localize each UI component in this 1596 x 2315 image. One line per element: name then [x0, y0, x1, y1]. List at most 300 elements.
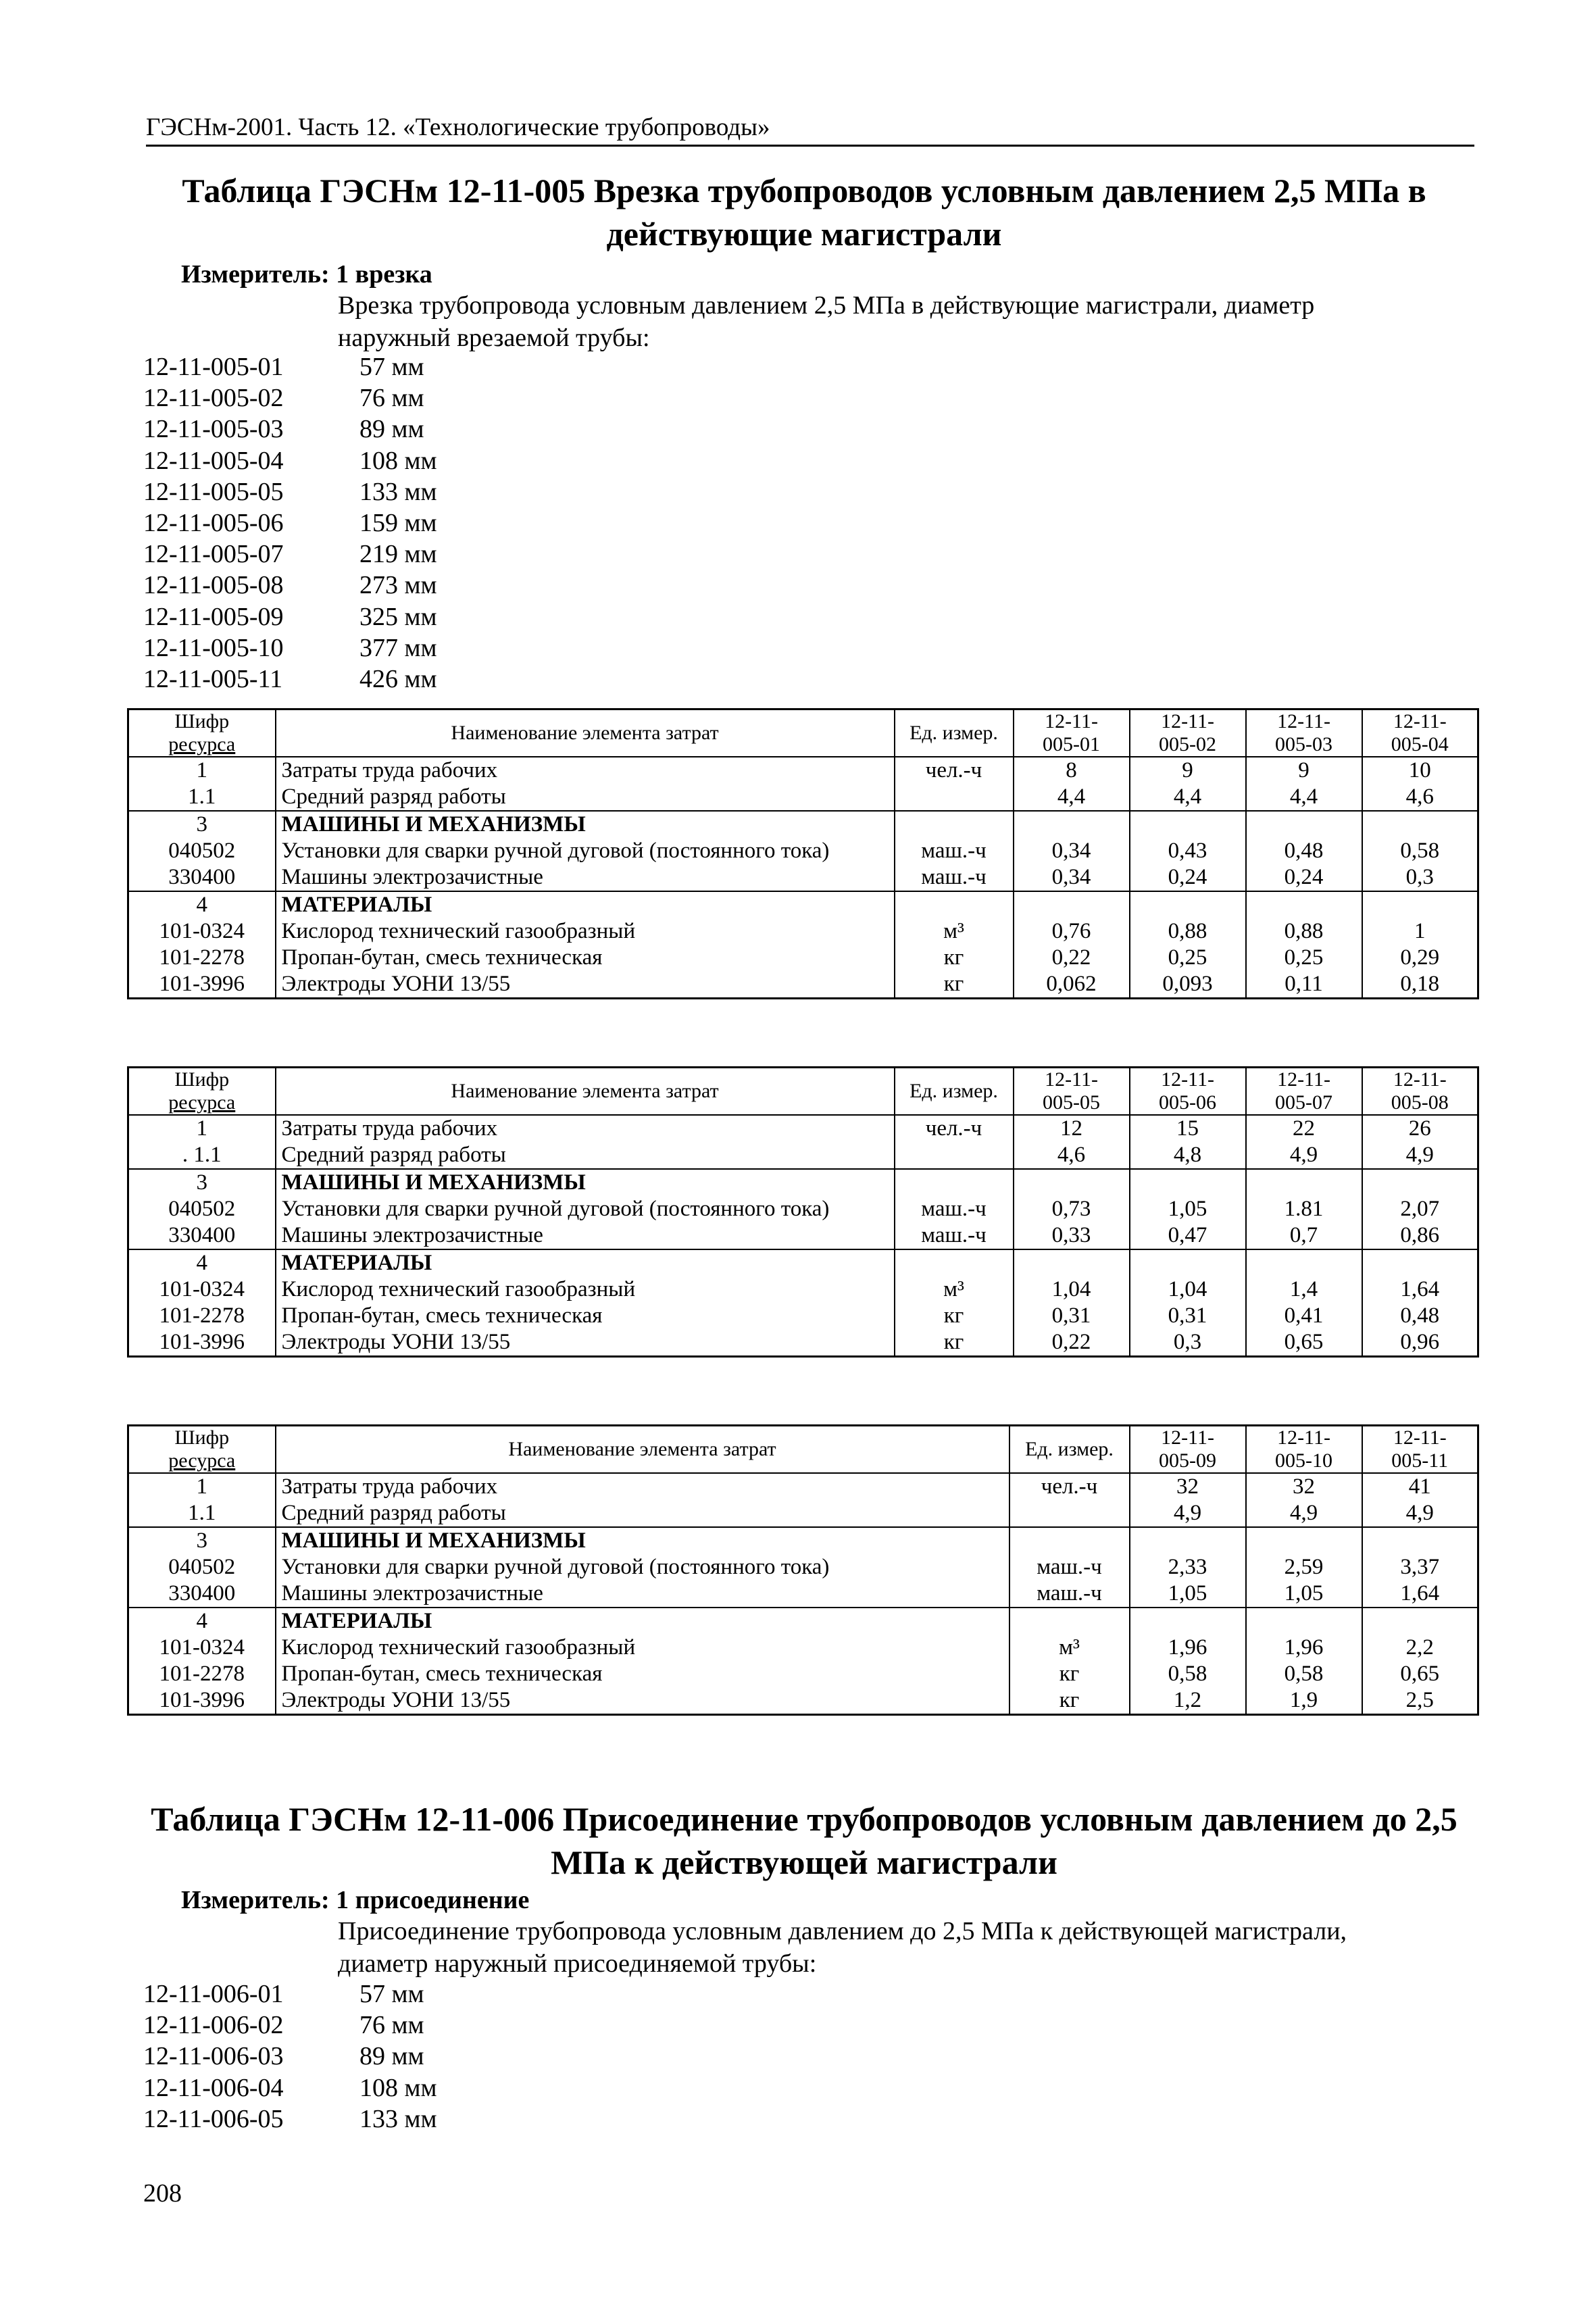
norm-code: 12-11-005-05 — [143, 477, 284, 506]
table-row — [128, 1329, 1478, 1357]
norm-value: 32 — [1130, 1473, 1246, 1500]
norm-value: 1,05 — [1246, 1580, 1362, 1608]
norm-value — [1246, 891, 1362, 918]
element-name: Машины электрозачистные — [276, 864, 895, 891]
header-code-bottom: ресурса — [168, 733, 236, 755]
table-005-description — [338, 289, 1473, 354]
element-name: МАТЕРИАЛЫ — [276, 1249, 895, 1276]
norm-value: 1,05 — [1130, 1196, 1246, 1222]
norm-value — [1362, 811, 1478, 838]
pipe-diameter: 219 мм — [359, 540, 437, 569]
element-name: Электроды УОНИ 13/55 — [276, 971, 895, 999]
unit — [895, 1142, 1014, 1169]
norm-value — [1014, 811, 1130, 838]
norm-code: 12-11-005-03 — [143, 415, 284, 444]
norm-code: 12-11-005-08 — [143, 571, 284, 600]
element-name: Установки для сварки ручной дуговой (постоянного тока) — [276, 1196, 895, 1222]
unit — [895, 891, 1014, 918]
norm-value: 0,24 — [1246, 864, 1362, 891]
norm-table-3 — [127, 1424, 1479, 1716]
element-name: Установки для сварки ручной дуговой (постоянного тока) — [276, 1554, 1009, 1580]
pipe-diameter: 76 мм — [359, 2011, 424, 2040]
header-norm-column — [1130, 1426, 1246, 1474]
header-code-top: Шифр — [174, 710, 230, 732]
table-row — [128, 1142, 1478, 1169]
header-resource-code — [128, 1426, 276, 1474]
table-row — [128, 1115, 1478, 1142]
resource-code: . 1.1 — [128, 1142, 276, 1169]
table-row — [128, 838, 1478, 864]
unit: м³ — [1009, 1635, 1130, 1661]
table-005-code-row — [143, 445, 562, 476]
norm-code: 12-11-006-03 — [143, 2042, 284, 2071]
unit: кг — [1009, 1687, 1130, 1715]
unit — [895, 784, 1014, 811]
header-norm-column — [1014, 710, 1130, 757]
norm-column-bottom: 005-02 — [1159, 733, 1216, 755]
norm-value: 0,65 — [1362, 1661, 1478, 1687]
table-006-code-row — [143, 2072, 562, 2104]
table-005-code-row — [143, 476, 562, 507]
pipe-diameter: 89 мм — [359, 415, 424, 444]
norm-value: 0,58 — [1130, 1661, 1246, 1687]
table-row — [128, 918, 1478, 945]
table-row — [128, 1276, 1478, 1303]
table-header-row — [128, 1068, 1478, 1116]
resource-code: 101-0324 — [128, 1635, 276, 1661]
header-norm-column — [1014, 1068, 1130, 1116]
header-element-name: Наименование элемента затрат — [276, 1068, 895, 1116]
norm-value: 0,48 — [1246, 838, 1362, 864]
norm-value: 1,64 — [1362, 1580, 1478, 1608]
element-name: Затраты труда рабочих — [276, 1473, 1009, 1500]
norm-value: 0,33 — [1014, 1222, 1130, 1249]
resource-code: 3 — [128, 1169, 276, 1196]
norm-value: 0,34 — [1014, 864, 1130, 891]
table-header-row — [128, 710, 1478, 757]
element-name: Затраты труда рабочих — [276, 1115, 895, 1142]
table-row — [128, 1249, 1478, 1276]
header-unit: Ед. измер. — [895, 1068, 1014, 1116]
table-row — [128, 811, 1478, 838]
norm-value: 1,64 — [1362, 1276, 1478, 1303]
element-name: МАТЕРИАЛЫ — [276, 891, 895, 918]
norm-column-bottom: 005-05 — [1043, 1091, 1100, 1114]
pipe-diameter: 57 мм — [359, 353, 424, 381]
table-006-description — [338, 1915, 1473, 1980]
pipe-diameter: 426 мм — [359, 665, 437, 694]
unit — [1009, 1608, 1130, 1635]
header-norm-column — [1362, 1426, 1478, 1474]
norm-value: 0,25 — [1246, 945, 1362, 971]
norm-value — [1014, 1249, 1130, 1276]
resource-code: 040502 — [128, 838, 276, 864]
table-005-code-row — [143, 351, 562, 382]
unit: кг — [895, 971, 1014, 999]
norm-column-bottom: 005-07 — [1275, 1091, 1332, 1114]
element-name: МАТЕРИАЛЫ — [276, 1608, 1009, 1635]
table-row — [128, 1527, 1478, 1554]
element-name: Кислород технический газообразный — [276, 1276, 895, 1303]
norm-value: 10 — [1362, 757, 1478, 784]
norm-table-2 — [127, 1066, 1479, 1358]
header-unit: Ед. измер. — [1009, 1426, 1130, 1474]
norm-value: 0,31 — [1014, 1303, 1130, 1329]
norm-column-bottom: 005-04 — [1391, 733, 1449, 755]
page-number: 208 — [143, 2179, 182, 2208]
pipe-diameter: 108 мм — [359, 2073, 437, 2102]
norm-value — [1246, 1527, 1362, 1554]
element-name: Затраты труда рабочих — [276, 757, 895, 784]
table-row — [128, 971, 1478, 999]
header-norm-column — [1246, 1426, 1362, 1474]
unit: чел.-ч — [895, 757, 1014, 784]
norm-value: 0,093 — [1130, 971, 1246, 999]
table-006-title — [128, 1797, 1480, 1884]
table-row — [128, 1303, 1478, 1329]
resource-code: 1.1 — [128, 1500, 276, 1527]
unit — [895, 811, 1014, 838]
resource-code: 1 — [128, 757, 276, 784]
norm-code: 12-11-006-04 — [143, 2073, 284, 2102]
element-name: Машины электрозачистные — [276, 1580, 1009, 1608]
table-row — [128, 1554, 1478, 1580]
header-norm-column — [1246, 710, 1362, 757]
resource-code: 4 — [128, 1249, 276, 1276]
norm-value: 22 — [1246, 1115, 1362, 1142]
header-resource-code — [128, 1068, 276, 1116]
element-name: Средний разряд работы — [276, 1142, 895, 1169]
table-006-code-row — [143, 1978, 562, 2010]
norm-value — [1014, 1169, 1130, 1196]
norm-value: 0,73 — [1014, 1196, 1130, 1222]
norm-code: 12-11-005-01 — [143, 353, 284, 381]
unit: кг — [1009, 1661, 1130, 1687]
unit: маш.-ч — [1009, 1554, 1130, 1580]
norm-value — [1130, 811, 1246, 838]
norm-value: 0,47 — [1130, 1222, 1246, 1249]
table-row — [128, 1635, 1478, 1661]
element-name: Установки для сварки ручной дуговой (постоянного тока) — [276, 838, 895, 864]
norm-code: 12-11-006-05 — [143, 2104, 284, 2133]
norm-value — [1246, 1169, 1362, 1196]
norm-value: 0,76 — [1014, 918, 1130, 945]
norm-column-bottom: 005-01 — [1043, 733, 1100, 755]
table-005-meter: Измеритель: 1 врезка — [181, 260, 432, 289]
norm-value: 3,37 — [1362, 1554, 1478, 1580]
norm-value: 0,22 — [1014, 1329, 1130, 1357]
norm-value: 1,96 — [1130, 1635, 1246, 1661]
norm-value — [1130, 1169, 1246, 1196]
table-005-code-row — [143, 539, 562, 570]
norm-value: 0,65 — [1246, 1329, 1362, 1357]
norm-value: 4,8 — [1130, 1142, 1246, 1169]
table-row — [128, 1473, 1478, 1500]
element-name: Электроды УОНИ 13/55 — [276, 1687, 1009, 1715]
norm-column-top: 12-11- — [1277, 710, 1330, 732]
norm-value — [1130, 891, 1246, 918]
norm-value: 0,58 — [1246, 1661, 1362, 1687]
norm-value: 2,59 — [1246, 1554, 1362, 1580]
resource-code: 330400 — [128, 864, 276, 891]
resource-code: 101-2278 — [128, 1661, 276, 1687]
pipe-diameter: 159 мм — [359, 509, 437, 538]
element-name: Пропан-бутан, смесь техническая — [276, 945, 895, 971]
norm-value: 41 — [1362, 1473, 1478, 1500]
unit: чел.-ч — [1009, 1473, 1130, 1500]
norm-value: 4,4 — [1246, 784, 1362, 811]
unit: маш.-ч — [895, 838, 1014, 864]
norm-value — [1246, 811, 1362, 838]
header-norm-column — [1362, 710, 1478, 757]
pipe-diameter: 325 мм — [359, 602, 437, 631]
pipe-diameter: 133 мм — [359, 477, 437, 506]
table-005-code-row — [143, 632, 562, 664]
table-006-title-line2: МПа к действующей магистрали — [551, 1843, 1057, 1881]
norm-value: 4,4 — [1130, 784, 1246, 811]
norm-value: 9 — [1246, 757, 1362, 784]
element-name: Пропан-бутан, смесь техническая — [276, 1303, 895, 1329]
norm-value: 1,9 — [1246, 1687, 1362, 1715]
norm-value: 1,04 — [1014, 1276, 1130, 1303]
norm-value: 0,86 — [1362, 1222, 1478, 1249]
norm-value — [1362, 1169, 1478, 1196]
norm-value: 15 — [1130, 1115, 1246, 1142]
header-code-top: Шифр — [174, 1068, 230, 1091]
norm-value: 0,062 — [1014, 971, 1130, 999]
norm-value — [1362, 891, 1478, 918]
pipe-diameter: 57 мм — [359, 1980, 424, 2008]
norm-value: 4,9 — [1246, 1142, 1362, 1169]
table-row — [128, 1222, 1478, 1249]
norm-value: 4,9 — [1362, 1500, 1478, 1527]
norm-value: 1,04 — [1130, 1276, 1246, 1303]
norm-value: 2,5 — [1362, 1687, 1478, 1715]
table-row — [128, 1608, 1478, 1635]
norm-value — [1362, 1249, 1478, 1276]
table-row — [128, 891, 1478, 918]
table-005-title-line2: действующие магистрали — [606, 215, 1002, 253]
norm-value: 1,96 — [1246, 1635, 1362, 1661]
norm-column-top: 12-11- — [1045, 710, 1098, 732]
norm-value: 2,33 — [1130, 1554, 1246, 1580]
table-row — [128, 784, 1478, 811]
norm-value: 0,7 — [1246, 1222, 1362, 1249]
resource-code: 040502 — [128, 1196, 276, 1222]
norm-value: 1,05 — [1130, 1580, 1246, 1608]
norm-code: 12-11-005-11 — [143, 665, 283, 694]
header-element-name: Наименование элемента затрат — [276, 710, 895, 757]
table-row — [128, 1169, 1478, 1196]
table-row — [128, 1661, 1478, 1687]
norm-value: 0,29 — [1362, 945, 1478, 971]
table-row — [128, 757, 1478, 784]
norm-value: 4,9 — [1246, 1500, 1362, 1527]
element-name: Кислород технический газообразный — [276, 918, 895, 945]
table-row — [128, 945, 1478, 971]
pipe-diameter: 133 мм — [359, 2104, 437, 2133]
element-name: Машины электрозачистные — [276, 1222, 895, 1249]
resource-code: 101-3996 — [128, 971, 276, 999]
norm-value: 0,18 — [1362, 971, 1478, 999]
resource-code: 330400 — [128, 1580, 276, 1608]
norm-value: 0,22 — [1014, 945, 1130, 971]
pipe-diameter: 273 мм — [359, 571, 437, 600]
running-header: ГЭСНм-2001. Часть 12. «Технологические трубопроводы» — [146, 114, 1474, 147]
unit — [895, 1249, 1014, 1276]
element-name: МАШИНЫ И МЕХАНИЗМЫ — [276, 811, 895, 838]
norm-value: 4,4 — [1014, 784, 1130, 811]
pipe-diameter: 89 мм — [359, 2042, 424, 2071]
norm-column-top: 12-11- — [1393, 710, 1447, 732]
table-006-code-row — [143, 2041, 562, 2072]
header-code-bottom: ресурса — [168, 1449, 236, 1472]
norm-column-top: 12-11- — [1393, 1068, 1447, 1091]
norm-value: 0,43 — [1130, 838, 1246, 864]
norm-value: 0,3 — [1362, 864, 1478, 891]
norm-code: 12-11-005-04 — [143, 446, 284, 475]
table-006-meter: Измеритель: 1 присоединение — [181, 1886, 530, 1914]
header-code-bottom: ресурса — [168, 1091, 236, 1114]
norm-value: 12 — [1014, 1115, 1130, 1142]
norm-value — [1130, 1249, 1246, 1276]
table-006-description-line1: Присоединение трубопровода условным давлением до 2,5 МПа к действующей магистрали, — [338, 1917, 1347, 1945]
norm-value: 0,11 — [1246, 971, 1362, 999]
unit: маш.-ч — [895, 1222, 1014, 1249]
resource-code: 4 — [128, 1608, 276, 1635]
norm-value: 0,31 — [1130, 1303, 1246, 1329]
unit: маш.-ч — [895, 1196, 1014, 1222]
norm-column-bottom: 005-06 — [1159, 1091, 1216, 1114]
table-005-code-row — [143, 382, 562, 414]
table-006-code-row — [143, 2104, 562, 2135]
table-005-description-line2: наружный врезаемой трубы: — [338, 324, 650, 352]
norm-value: 0,41 — [1246, 1303, 1362, 1329]
unit: кг — [895, 1303, 1014, 1329]
table-header-row — [128, 1426, 1478, 1474]
norm-column-top: 12-11- — [1277, 1426, 1330, 1449]
table-006-title-line1: Таблица ГЭСНм 12-11-006 Присоединение трубопроводов условным давлением до 2,5 — [151, 1800, 1457, 1838]
table-005-code-row — [143, 414, 562, 445]
resource-code: 101-0324 — [128, 1276, 276, 1303]
norm-value: 8 — [1014, 757, 1130, 784]
header-norm-column — [1130, 710, 1246, 757]
element-name: Пропан-бутан, смесь техническая — [276, 1661, 1009, 1687]
norm-value — [1362, 1608, 1478, 1635]
norm-value: 0,96 — [1362, 1329, 1478, 1357]
resource-code: 101-0324 — [128, 918, 276, 945]
pipe-diameter: 108 мм — [359, 446, 437, 475]
norm-code: 12-11-005-10 — [143, 633, 284, 662]
norm-value: 0,48 — [1362, 1303, 1478, 1329]
header-norm-column — [1130, 1068, 1246, 1116]
norm-value: 9 — [1130, 757, 1246, 784]
table-005-code-list — [143, 351, 562, 695]
table-006-code-list — [143, 1978, 562, 2135]
resource-code: 040502 — [128, 1554, 276, 1580]
norm-column-bottom: 005-10 — [1275, 1449, 1332, 1472]
table-005-title — [128, 169, 1480, 255]
resource-code: 4 — [128, 891, 276, 918]
norm-column-top: 12-11- — [1161, 710, 1214, 732]
header-resource-code — [128, 710, 276, 757]
resource-code: 3 — [128, 811, 276, 838]
unit: м³ — [895, 1276, 1014, 1303]
resource-code: 1.1 — [128, 784, 276, 811]
norm-code: 12-11-005-06 — [143, 509, 284, 538]
resource-code: 101-3996 — [128, 1687, 276, 1715]
norm-value: 0,88 — [1246, 918, 1362, 945]
table-row — [128, 1580, 1478, 1608]
norm-value: 0,58 — [1362, 838, 1478, 864]
table-row — [128, 1196, 1478, 1222]
norm-code: 12-11-005-02 — [143, 384, 284, 413]
norm-column-bottom: 005-11 — [1391, 1449, 1449, 1472]
unit — [1009, 1500, 1130, 1527]
element-name: Электроды УОНИ 13/55 — [276, 1329, 895, 1357]
norm-value — [1246, 1608, 1362, 1635]
norm-value: 0,3 — [1130, 1329, 1246, 1357]
unit: чел.-ч — [895, 1115, 1014, 1142]
element-name: Средний разряд работы — [276, 1500, 1009, 1527]
norm-value: 1 — [1362, 918, 1478, 945]
norm-column-top: 12-11- — [1045, 1068, 1098, 1091]
norm-value — [1014, 891, 1130, 918]
table-006-description-line2: диаметр наружный присоединяемой трубы: — [338, 1949, 817, 1978]
resource-code: 330400 — [128, 1222, 276, 1249]
table-row — [128, 1500, 1478, 1527]
header-unit: Ед. измер. — [895, 710, 1014, 757]
norm-value: 4,9 — [1130, 1500, 1246, 1527]
norm-value: 0,88 — [1130, 918, 1246, 945]
norm-value: 4,9 — [1362, 1142, 1478, 1169]
norm-value: 26 — [1362, 1115, 1478, 1142]
norm-value: 4,6 — [1014, 1142, 1130, 1169]
table-row — [128, 1687, 1478, 1715]
norm-value — [1130, 1608, 1246, 1635]
unit: маш.-ч — [895, 864, 1014, 891]
norm-value: 32 — [1246, 1473, 1362, 1500]
table-005-code-row — [143, 507, 562, 539]
norm-value: 1.81 — [1246, 1196, 1362, 1222]
norm-column-bottom: 005-03 — [1275, 733, 1332, 755]
norm-column-top: 12-11- — [1277, 1068, 1330, 1091]
table-005-code-row — [143, 601, 562, 632]
norm-value — [1362, 1527, 1478, 1554]
unit: м³ — [895, 918, 1014, 945]
norm-value: 0,24 — [1130, 864, 1246, 891]
resource-code: 1 — [128, 1473, 276, 1500]
element-name: Средний разряд работы — [276, 784, 895, 811]
norm-value: 0,25 — [1130, 945, 1246, 971]
norm-column-bottom: 005-09 — [1159, 1449, 1216, 1472]
norm-table-1 — [127, 708, 1479, 999]
pipe-diameter: 377 мм — [359, 633, 437, 662]
norm-value — [1130, 1527, 1246, 1554]
resource-code: 3 — [128, 1527, 276, 1554]
norm-value: 0,34 — [1014, 838, 1130, 864]
norm-code: 12-11-006-02 — [143, 2011, 284, 2040]
table-005-code-row — [143, 570, 562, 601]
norm-column-top: 12-11- — [1393, 1426, 1447, 1449]
header-element-name: Наименование элемента затрат — [276, 1426, 1009, 1474]
norm-value: 2,07 — [1362, 1196, 1478, 1222]
unit — [1009, 1527, 1130, 1554]
element-name: МАШИНЫ И МЕХАНИЗМЫ — [276, 1527, 1009, 1554]
norm-column-top: 12-11- — [1161, 1068, 1214, 1091]
header-code-top: Шифр — [174, 1426, 230, 1449]
norm-value: 4,6 — [1362, 784, 1478, 811]
